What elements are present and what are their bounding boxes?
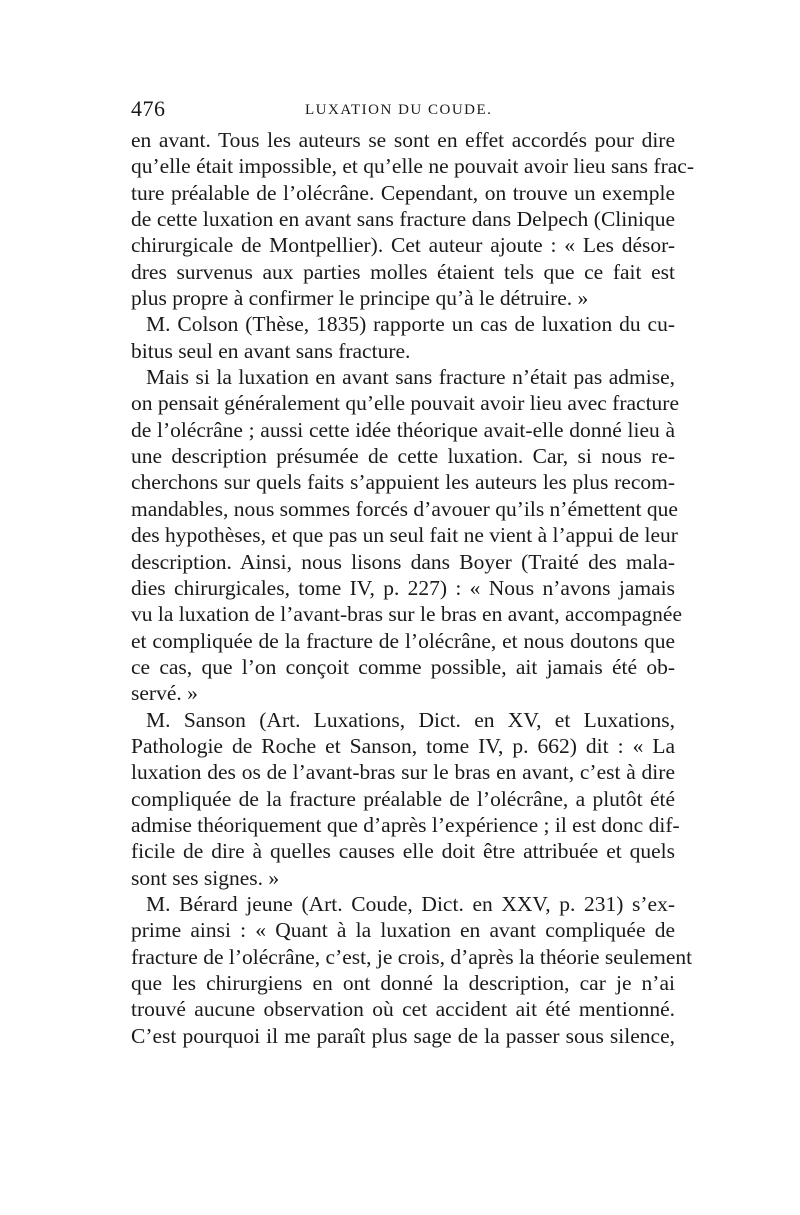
text-line: mandables, nous sommes forcés d’avouer qu’ils n’émettent que (131, 496, 678, 521)
text-line: bitus seul en avant sans fracture. (131, 338, 411, 363)
running-head: LUXATION DU COUDE. (305, 102, 493, 118)
text-line: M. Sanson (Art. Luxations, Dict. en XV, et Luxations, (146, 707, 675, 732)
text-line: et compliquée de la fracture de l’olécrâne, et nous doutons que (131, 628, 675, 653)
text-line: Pathologie de Roche et Sanson, tome IV, p. 662) dit : « La (131, 733, 675, 758)
text-line: admise théoriquement que d’après l’expérience ; il est donc dif- (131, 812, 680, 837)
body-text (131, 127, 694, 1049)
text-line: de cette luxation en avant sans fracture dans Delpech (Clinique (131, 207, 675, 232)
text-line: en avant. Tous les auteurs se sont en effet accordés pour dire (131, 128, 675, 152)
text-line: fracture de l’olécrâne, c’est, je crois, d’après la théorie seulement (131, 944, 693, 969)
page-number: 476 (131, 96, 166, 121)
text-line: prime ainsi : « Quant à la luxation en avant compliquée de (131, 918, 675, 943)
page-header (131, 96, 675, 122)
text-line: luxation des os de l’avant-bras sur le bras en avant, c’est à dire (131, 760, 675, 785)
text-line: chirurgicale de Montpellier). Cet auteur ajoute : « Les désor- (131, 233, 675, 258)
text-line: que les chirurgiens en ont donné la description, car je n’ai (131, 971, 675, 995)
text-line: une description présumée de cette luxation. Car, si nous re- (131, 444, 675, 469)
text-line: description. Ainsi, nous lisons dans Boyer (Traité des mala- (131, 549, 675, 574)
text-line: de l’olécrâne ; aussi cette idée théorique avait-elle donné lieu à (131, 417, 675, 442)
text-line: plus propre à confirmer le principe qu’à le détruire. » (131, 286, 589, 311)
text-line: M. Colson (Thèse, 1835) rapporte un cas de luxation du cu- (146, 312, 675, 337)
text-line: ce cas, que l’on conçoit comme possible, ait jamais été ob- (131, 654, 675, 679)
text-line: sont ses signes. » (131, 865, 280, 890)
text-line: des hypothèses, et que pas un seul fait ne vient à l’appui de leur (131, 523, 678, 548)
text-line: on pensait généralement qu’elle pouvait avoir lieu avec fracture (131, 391, 679, 416)
text-line: vu la luxation de l’avant-bras sur le bras en avant, accompagnée (131, 602, 683, 627)
text-line: compliquée de la fracture préalable de l’olécrâne, a plutôt été (131, 786, 675, 811)
text-line: C’est pourquoi il me paraît plus sage de la passer sous silence, (131, 1023, 675, 1048)
text-line: servé. » (131, 681, 198, 706)
text-line: M. Bérard jeune (Art. Coude, Dict. en XXV, p. 231) s’ex- (146, 891, 675, 916)
text-line: qu’elle était impossible, et qu’elle ne pouvait avoir lieu sans frac- (131, 154, 694, 179)
text-line: Mais si la luxation en avant sans fracture n’était pas admise, (146, 365, 675, 390)
text-line: dies chirurgicales, tome IV, p. 227) : « Nous n’avons jamais (131, 575, 675, 600)
text-line: cherchons sur quels faits s’appuient les auteurs les plus recom- (131, 470, 675, 495)
text-line: dres survenus aux parties molles étaient tels que ce fait est (131, 259, 675, 284)
text-line: ficile de dire à quelles causes elle doit être attribuée et quels (131, 839, 675, 864)
text-line: ture préalable de l’olécrâne. Cependant, on trouve un exemple (131, 180, 675, 205)
text-line: trouvé aucune observation où cet accident ait été mentionné. (131, 997, 675, 1022)
